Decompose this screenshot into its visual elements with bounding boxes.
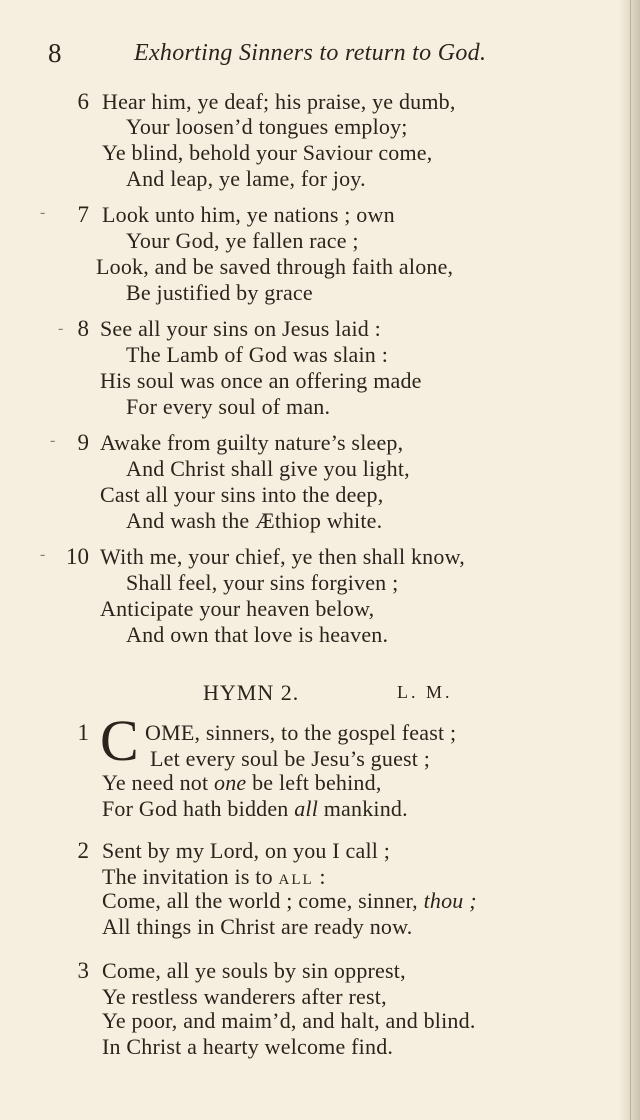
verse-number: 8 bbox=[77, 316, 89, 341]
running-title: Exhorting Sinners to return to God. bbox=[134, 40, 487, 66]
verse-line: Ye blind, behold your Saviour come, bbox=[102, 140, 433, 165]
hymn-heading bbox=[0, 680, 640, 710]
verse-number: 2 bbox=[77, 838, 89, 863]
verse-line: With me, your chief, ye then shall know, bbox=[100, 544, 465, 569]
verse-line: Let every soul be Jesu’s guest ; bbox=[150, 746, 431, 771]
verse-line: And Christ shall give you light, bbox=[126, 456, 410, 481]
verse-line: Come, all the world ; come, sinner, thou ; bbox=[102, 888, 477, 913]
small-caps-all: all bbox=[278, 864, 314, 889]
verse-line: Your loosen’d tongues employ; bbox=[126, 114, 408, 139]
margin-mark: - bbox=[58, 320, 64, 337]
verse-line: Hear him, ye deaf; his praise, ye dumb, bbox=[102, 89, 456, 114]
verse-line: The Lamb of God was slain : bbox=[126, 342, 389, 367]
verse-line: In Christ a hearty welcome find. bbox=[102, 1034, 394, 1059]
margin-mark: - bbox=[50, 432, 56, 449]
verse-line: See all your sins on Jesus laid : bbox=[100, 316, 381, 341]
verse-line: Anticipate your heaven below, bbox=[100, 596, 375, 621]
verse-line: Be justified by grace bbox=[126, 280, 313, 305]
hymn-meter: L. M. bbox=[397, 682, 453, 702]
verse-number: 10 bbox=[66, 544, 89, 569]
verse-line: Shall feel, your sins forgiven ; bbox=[126, 570, 399, 595]
verse-line: For every soul of man. bbox=[126, 394, 331, 419]
emphasis-all: all bbox=[294, 796, 319, 821]
verse-line: For God hath bidden all mankind. bbox=[102, 796, 408, 821]
verse-line: Ye poor, and maim’d, and halt, and blind. bbox=[102, 1008, 476, 1033]
verse-line: Sent by my Lord, on you I call ; bbox=[102, 838, 391, 863]
verse-number: 7 bbox=[77, 202, 89, 227]
verse-number: 1 bbox=[77, 720, 89, 745]
verse-number: 3 bbox=[77, 958, 89, 983]
page-header bbox=[48, 38, 568, 72]
verse-line: And leap, ye lame, for joy. bbox=[126, 166, 366, 191]
verse-line: Cast all your sins into the deep, bbox=[100, 482, 384, 507]
margin-mark: - bbox=[40, 546, 46, 563]
verse-line: And wash the Æthiop white. bbox=[126, 508, 383, 533]
verse-line: OME, sinners, to the gospel feast ; bbox=[145, 720, 457, 745]
verse-line: And own that love is heaven. bbox=[126, 622, 389, 647]
verse-line: Look unto him, ye nations ; own bbox=[102, 202, 395, 227]
verse-line: Awake from guilty nature’s sleep, bbox=[100, 430, 404, 455]
verse-line: Ye restless wanderers after rest, bbox=[102, 984, 387, 1009]
verse-number: 6 bbox=[77, 89, 89, 114]
emphasis-one: one bbox=[214, 770, 247, 795]
verse-line: Look, and be saved through faith alone, bbox=[96, 254, 454, 279]
verse-line: His soul was once an offering made bbox=[100, 368, 422, 393]
page-edge-shadow bbox=[618, 0, 640, 1120]
verse-line: The invitation is to all : bbox=[102, 864, 326, 889]
hymn-title: HYMN 2. bbox=[203, 680, 300, 705]
verse-line: Your God, ye fallen race ; bbox=[126, 228, 359, 253]
page-number: 8 bbox=[48, 38, 62, 68]
margin-mark: - bbox=[40, 204, 46, 221]
verse-line: Come, all ye souls by sin opprest, bbox=[102, 958, 406, 983]
emphasis-thou: thou ; bbox=[423, 888, 477, 913]
drop-cap: C bbox=[100, 708, 139, 773]
verse-line: Ye need not one be left behind, bbox=[102, 770, 382, 795]
verse-line: All things in Christ are ready now. bbox=[102, 914, 413, 939]
verse-number: 9 bbox=[77, 430, 89, 455]
page-edge-line bbox=[630, 0, 631, 1120]
